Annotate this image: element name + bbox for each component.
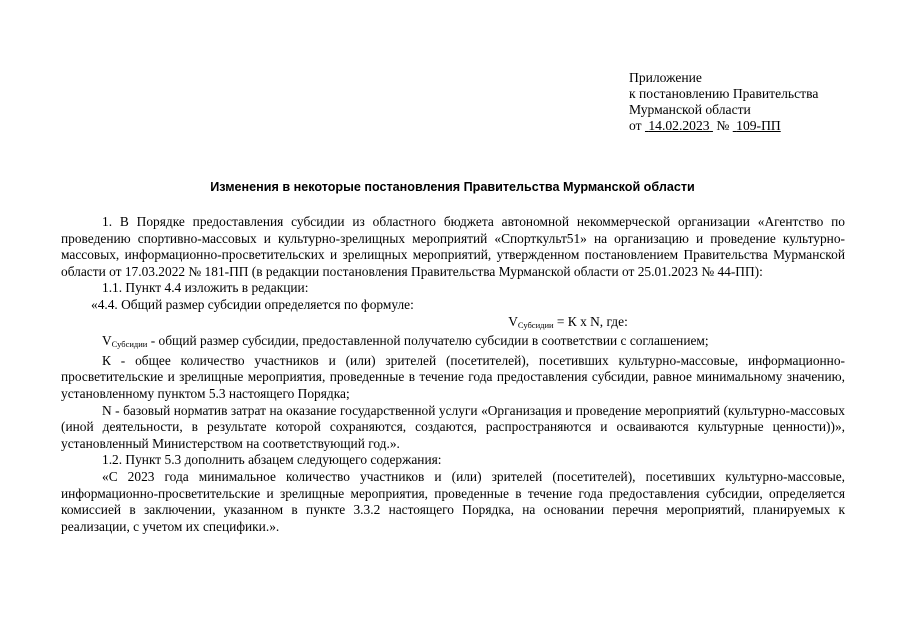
definition-n: N - базовый норматив затрат на оказание государственной услуги «Организация и проведение мероприятий (культурно-массовых (иной деятельности, в результате которой сохраняются, создаются, распространяются и осваиваются культурные ценности))», установленный Министерством на соответствующий год.». (61, 402, 845, 451)
definition-v: $V_{Субсидии}$ - общий размер субсидии, предоставленной получателю субсидии в соответствии с соглашением; (102, 333, 709, 350)
paragraph-1-1: 1.1. Пункт 4.4 изложить в редакции: (102, 280, 309, 296)
document-body (61, 214, 845, 535)
appendix-line-1: Приложение (629, 70, 702, 85)
appendix-date-line (629, 118, 818, 134)
document-number: 109-ПП (736, 118, 781, 133)
document-date: 14.02.2023 (648, 118, 710, 133)
definition-k: К - общее количество участников и (или) зрителей (посетителей), посетивших культурно-массовые, информационно-просветительские и зрелищные мероприятия, проведенные в течение года предоставления субсидии, равное минимальному значению, установленному пунктом 5.3 настоящего Порядка; (61, 352, 845, 401)
appendix-line-2: к постановлению Правительства (629, 86, 819, 101)
number-prefix: № (716, 118, 730, 133)
date-prefix: от (629, 118, 642, 133)
paragraph-final: «С 2023 года минимальное количество участников и (или) зрителей (посетителей), посетивших культурно-массовые, информационно-просветительские и зрелищные мероприятия, проведенные в течение года предоставления субсидии, определяется комиссией в заключении, указанном в пункте 3.3.2 настоящего Порядка, на основании перечня мероприятий, планируемых к реализации, с учетом их специфики.». (61, 468, 845, 534)
paragraph-quote-4-4: «4.4. Общий размер субсидии определяется по формуле: (91, 296, 414, 312)
appendix-line-3: Мурманской области (629, 102, 751, 117)
document-title: Изменения в некоторые постановления Правительства Мурманской области (210, 180, 695, 194)
formula: $V_{Субсидии} = К$ x N, где: (508, 313, 628, 330)
appendix-header (629, 70, 818, 134)
paragraph-1: 1. В Порядке предоставления субсидии из областного бюджета автономной некоммерческой организации «Агентство по проведению спортивно-массовых и культурно-зрелищных мероприятий «Спорткульт51» на организацию и проведение культурно-массовых, информационно-просветительских и зрелищных мероприятий, утвержденном постановлением Правительства Мурманской области от 17.03.2022 № 181-ПП (в редакции постановления Правительства Мурманской области от 25.01.2023 № 44-ПП): (61, 214, 845, 279)
paragraph-1-2: 1.2. Пункт 5.3 дополнить абзацем следующего содержания: (102, 452, 442, 468)
